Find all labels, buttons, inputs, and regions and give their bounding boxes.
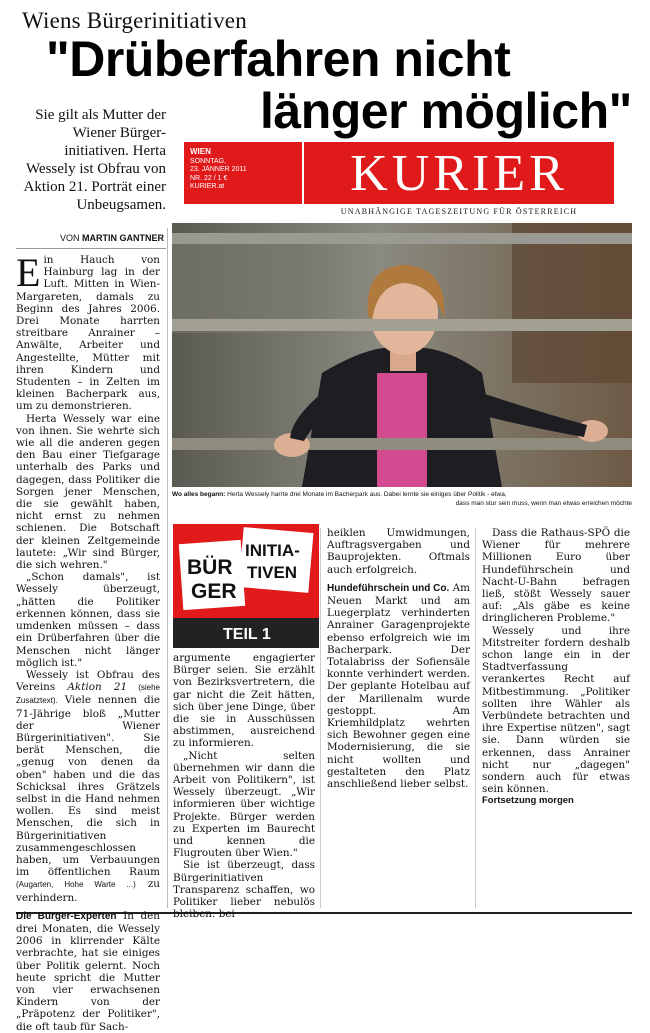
col1-p4f: zu verhindern. xyxy=(16,878,160,904)
column-divider-3 xyxy=(475,528,476,908)
masthead-date-2: 23. JÄNNER 2011 xyxy=(190,166,247,173)
masthead-date-1: SONNTAG, xyxy=(190,157,227,165)
masthead-city: WIEN xyxy=(190,147,211,156)
kicker: Wiens Bürgerinitiativen xyxy=(22,8,247,33)
masthead-issue: NR. 22 / 1 € xyxy=(190,174,228,182)
col1-p4c: (siehe Zusatztext). xyxy=(16,683,161,706)
byline xyxy=(60,233,164,243)
col2-paragraph-2: „Nicht selten übernehmen wir dann die Arbeit von Politikern", ist Wessely überzeugt. „Wir informieren über wichtige Projekte. Bürger werden zu Experten im Baurecht und kennen die Flugrouten über Wien." xyxy=(173,749,315,860)
column-4 xyxy=(482,527,630,808)
col3-paragraph-2 xyxy=(327,582,470,790)
column-2 xyxy=(173,652,315,920)
col1-paragraph-3: „Schon damals", ist Wessely überzeugt, „hätten die Politiker erkennen können, dass sie umdenken müssen – dass ein Drüberfahren über die Menschen nicht länger möglich ist." xyxy=(16,571,160,669)
col3-subhead: Hundeführschein und Co. xyxy=(327,582,450,594)
portrait-illustration xyxy=(172,223,632,487)
col3-paragraph-1: heiklen Umwidmungen, Auftragsvergaben und Bauprojekten. Oftmals auch erfolgreich. xyxy=(327,527,470,576)
col1-paragraph-4 xyxy=(16,669,160,904)
col2-paragraph-1: argumente engagierter Bürger seien. Sie erzählt von Bezirksvertretern, die gar nicht die Zeit hätten, sich über jene Dinge, über die sie in Ausschüssen abstimmen, ausreichend zu informieren. xyxy=(173,652,315,750)
byline-prefix: VON xyxy=(60,233,83,243)
photo-caption xyxy=(172,490,632,508)
series-logo xyxy=(173,524,319,648)
series-part: TEIL 1 xyxy=(223,626,271,643)
headline-line-1: "Drüberfahren nicht xyxy=(46,31,511,87)
series-word-2: GER xyxy=(191,580,237,603)
series-word-4: TIVEN xyxy=(247,563,298,582)
col4-paragraph-2: Wessely und ihre Mitstreiter fordern deshalb schon lange ein in der Stadtverfassung verankertes Recht auf Mitbestimmung. „Politiker sollten ihre Wähler als Verbündete betrachten und ihre Expertise nützen", sagt sie. Dann würden sie erkennen, dass Anrainer nicht nur „dagegen" sondern auch für etwas sein können. xyxy=(482,624,630,796)
masthead-url: KURIER.at xyxy=(190,183,225,190)
series-word-1: BÜR xyxy=(187,556,233,579)
col1-paragraph-5 xyxy=(16,910,160,1033)
caption-text-1: Herta Wessely harrte drei Monate im Bacherpark aus. Dabei lernte sie einiges über Politik - etwa, xyxy=(225,491,507,498)
masthead-tagline: UNABHÄNGIGE TAGESZEITUNG FÜR ÖSTERREICH xyxy=(340,207,578,216)
teaser: Sie gilt als Mutter der Wiener Bürger-initiativen. Herta Wessely ist Obfrau von Aktion 21. Porträt einer Unbeugsamen. xyxy=(23,107,166,213)
column-divider-2 xyxy=(320,528,321,908)
col1-p5-text: In den drei Monaten, die Wessely 2006 in klirrender Kälte verbrachte, hat sie einiges über Politik gelernt. Noch heute spricht die Mutter von vier erwachsenen Kindern von der „Präpotenz der Politiker", die oft taub für Sach- xyxy=(16,909,160,1033)
col4-paragraph-1: Dass die Rathaus-SPÖ die Wiener für mehrere Millionen Euro über Hundeführschein und Nacht-U-Bahn befragen ließ, stößt Wessely sauer auf: „Als gäbe es keine dringlicheren Probleme." xyxy=(482,527,630,625)
column-1 xyxy=(16,250,161,1033)
column-divider-1 xyxy=(167,228,168,908)
col1-p4e: (Augarten, Hohe Warte ...) xyxy=(16,880,136,890)
continued-note: Fortsetzung morgen xyxy=(482,795,574,807)
masthead-logo: KURIER xyxy=(304,142,614,204)
series-word-3: INITIA- xyxy=(245,541,300,560)
col1-paragraph-2: Herta Wessely war eine von ihnen. Sie wehrte sich wie all die anderen gegen den Bau einer Tiefgarage unterhalb des Parks und dagegen, dass Politiker die Sorgen jener Menschen, die sie gewählt haben, nicht ernst zu nehmen schienen. Die Botschaft der kleinen Zeltgemeinde lautete: „Wir sind Bürger, die sich wehren." xyxy=(16,412,160,572)
caption-lead: Wo alles begann: xyxy=(172,491,226,498)
col1-p4a: Wessely ist Obfrau des Vereins xyxy=(16,668,160,694)
portrait-photo xyxy=(172,223,632,487)
series-graphic xyxy=(173,524,319,648)
column-3 xyxy=(327,527,470,790)
col1-p4b: Aktion 21 xyxy=(67,681,128,694)
col3-p2-text: Am Neuen Markt und am Luegerplatz verhinderten Anrainer Garagenprojekte ebenso erfolgreich wie im Bacherpark. Der Totalabriss der Sofiensäle konnte verhindert werden. Der geplante Hotelbau auf der Marillenalm wurde gestoppt. Am Kriemhildplatz wehrten sich Bewohner gegen eine Modernisierung, die sie nicht wollten und gestalteten den Platz anschließend lieber selbst. xyxy=(327,581,470,791)
byline-rule xyxy=(16,248,166,249)
col1-p4d: Viele nennen die 71-Jährige bloß „Mutter der Wiener Bürgerinitiativen". Sie berät Menschen, die „genug von denen da oben" haben und die das Schicksal ihres Grätzels selbst in die Hand nehmen wollen. Es sind meist Menschen, die sich in Bürgerinitiativen zusammengeschlossen haben, um Verbauungen im öffentlichen Raum xyxy=(16,694,160,879)
masthead-meta xyxy=(184,142,302,204)
dropcap: E xyxy=(16,250,41,295)
caption-text-2: dass man stur sein muss, wenn man etwas erreichen möchte xyxy=(455,500,632,507)
col1-paragraph-1 xyxy=(16,250,160,413)
byline-author: MARTIN GANTNER xyxy=(82,233,165,243)
col1-subhead: Die Bürger-Experten xyxy=(16,910,117,922)
col1-p1-text: in Hauch von Hainburg lag in der Luft. Mitten in Wien-Margareten, damals zu Beginn des Jahres 2006. Drei Monate harrten streitbare Anrainer – Anwälte, Arbeiter und Angestellte, Mütter mit ihren Kindern und Studenten – in Zelten im kleinen Bacherpark aus, um zu demonstrieren. xyxy=(16,254,160,413)
headline-line-2: länger möglich" xyxy=(260,83,632,139)
col2-paragraph-3: Sie ist überzeugt, dass Bürgerinitiativen Transparenz schaffen, wo Politiker lieber nebulös bleiben: bei xyxy=(173,859,315,921)
